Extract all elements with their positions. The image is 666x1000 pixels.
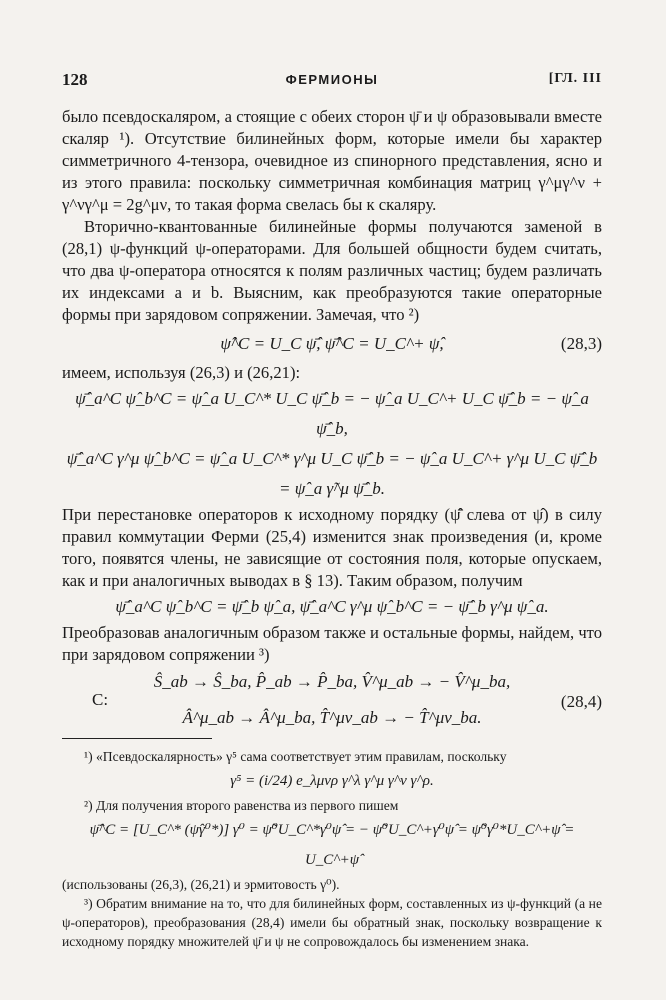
footnote-1: ¹) «Псевдоскалярность» γ⁵ сама соответствует этим правилам, поскольку (84, 749, 507, 764)
equation-28-4-number: (28,4) (560, 692, 602, 711)
equation-28-3 (62, 332, 602, 356)
book-page (62, 70, 602, 951)
chapter-label: [ГЛ. III (548, 71, 602, 86)
equation-28-4-line-1: Ŝ_ab → Ŝ_ba, P̂_ab → P̂_ba, V̂^μ_ab → − V̂^μ_ba, (153, 672, 511, 691)
paragraph-4: При перестановке операторов к исходному порядку (ψ̄̂ слева от ψ̂) в силу правил коммутации Ферми (25,4) изменится знак произведения (и, кроме того, появятся члены, не зависящие от состояния поля, которые опускаем, как и при аналогичных выводах в § 13). Таким образом, получим (62, 505, 602, 590)
charge-conjugation-label: C: (92, 690, 109, 709)
paragraph-5: Преобразовав аналогичным образом также и остальные формы, найдем, что при зарядовом сопряжении ³) (62, 623, 602, 664)
footnote-separator (62, 738, 212, 739)
running-title: ФЕРМИОНЫ (285, 72, 379, 87)
page-number: 128 (62, 70, 88, 89)
footnote-3: ³) Обратим внимание на то, что для билинейных форм, составленных из ψ-функций (а не ψ-операторов), преобразования (28,4) имели бы обратный знак, поскольку возвращение к исходному порядку множителей ψ̄ и ψ не сопровождалось бы изменением знака. (62, 896, 602, 949)
equation-28-4 (62, 672, 602, 734)
footnote-2-equation: ψ̄̂^C = [U_C^* (ψ̂γ⁰*)] γ⁰ = ψ̃⁰U_C^*γ⁰ψ̂ = − ψ̃⁰U_C^+γ⁰ψ̂ = ψ̃⁰γ⁰*U_C^+ψ̂ = U_C^+ψ̂ (89, 822, 575, 868)
footnote-2: ²) Для получения второго равенства из первого пишем (84, 798, 399, 813)
equation-28-3-body: ψ̂^C = U_C ψ̄̂, ψ̄̂^C = U_C^+ ψ̂, (220, 334, 444, 353)
footnote-2-tail: (использованы (26,3), (26,21) и эрмитовость γ⁰). (62, 877, 340, 892)
paragraph-3: имеем, используя (26,3) и (26,21): (62, 363, 301, 382)
equation-b: ψ̄̂_a^C γ^μ ψ̂_b^C = ψ̂_a U_C^* γ^μ U_C ψ̄̂_b = − ψ̂_a U_C^+ γ^μ U_C ψ̄̂_b = ψ̂_a γ̃^μ ψ̄̂_b. (66, 449, 598, 498)
equation-a: ψ̄̂_a^C ψ̂_b^C = ψ̂_a U_C^* U_C ψ̄̂_b = − ψ̂_a U_C^+ U_C ψ̄̂_b = − ψ̂_a ψ̄̂_b, (75, 389, 589, 438)
equation-28-3-number: (28,3) (560, 334, 602, 353)
equation-28-4-line-2: Â^μ_ab → Â^μ_ba, T̂^μν_ab → − T̂^μν_ba. (182, 708, 482, 727)
equation-c: ψ̄̂_a^C ψ̂_b^C = ψ̄̂_b ψ̂_a, ψ̄̂_a^C γ^μ ψ̂_b^C = − ψ̄̂_b γ^μ ψ̂_a. (115, 597, 549, 616)
paragraph-2: Вторично-квантованные билинейные формы получаются заменой в (28,1) ψ-функций ψ-операторами. Для большей общности будем считать, что два ψ-оператора относятся к полям различных частиц; будем различать их индексами a и b. Выясним, как преобразуются такие операторные формы при зарядовом сопряжении. Замечая, что ²) (62, 217, 602, 324)
footnote-1-equation: γ⁵ = (i/24) e_λμνρ γ^λ γ^μ γ^ν γ^ρ. (230, 773, 434, 789)
paragraph-1: было псевдоскаляром, а стоящие с обеих сторон ψ̄ и ψ образовывали вместе скаляр ¹). Отсутствие билинейных форм, которые имели бы характер симметричного 4-тензора, очевидное из спинорного представления, ясно и из этого правила: поскольку симметричная комбинация матриц γ^μγ^ν + γ^νγ^μ = 2g^μν, то такая форма свелась бы к скаляру. (62, 107, 602, 214)
page-header (62, 70, 602, 96)
